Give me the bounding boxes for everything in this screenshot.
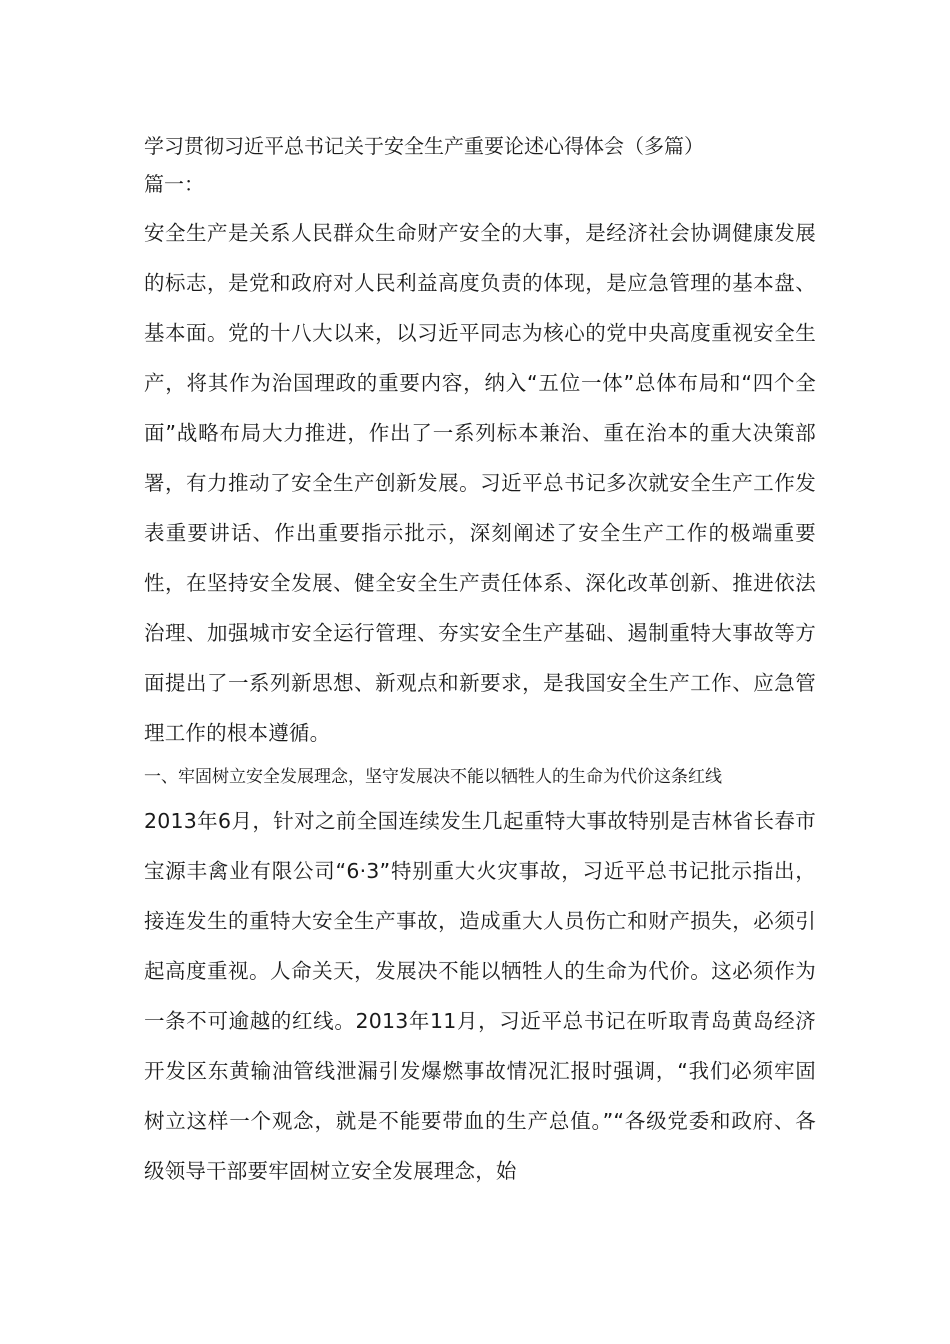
intro-paragraph: 安全生产是关系人民群众生命财产安全的大事，是经济社会协调健康发展的标志，是党和政府对人民利益高度负责的体现，是应急管理的基本盘、基本面。党的十八大以来，以习近平同志为核心的党中央高度重视安全生产，将其作为治国理政的重要内容，纳入“五位一体”总体布局和“四个全面”战略布局大力推进，作出了一系列标本兼治、重在治本的重大决策部署，有力推动了安全生产创新发展。习近平总书记多次就安全生产工作发表重要讲话、作出重要指示批示，深刻阐述了安全生产工作的极端重要性，在坚持安全发展、健全安全生产责任体系、深化改革创新、推进依法治理、加强城市安全运行管理、夯实安全生产基础、遏制重特大事故等方面提出了一系列新思想、新观点和新要求，是我国安全生产工作、应急管理工作的根本遵循。 [144,221,816,745]
section-paragraph: 2013年6月，针对之前全国连续发生几起重特大事故特别是吉林省长春市宝源丰禽业有限公司“6·3”特别重大火灾事故，习近平总书记批示指出，接连发生的重特大安全生产事故，造成重大人员伤亡和财产损失，必须引起高度重视。人命关天，发展决不能以牺牲人的生命为代价。这必须作为一条不可逾越的红线。2013年11月，习近平总书记在听取青岛黄岛经济开发区东黄输油管线泄漏引发爆燃事故情况汇报时强调，“我们必须牢固树立这样一个观念，就是不能要带血的生产总值。”“各级党委和政府、各级领导干部要牢固树立安全发展理念，始 [144,809,816,1183]
document-title: 学习贯彻习近平总书记关于安全生产重要论述心得体会（多篇） [144,134,704,158]
part-label: 篇一： [144,172,204,196]
document-body [144,128,816,1196]
section-heading: 一、牢固树立安全发展理念，坚守发展决不能以牺牲人的生命为代价这条红线 [144,767,722,787]
